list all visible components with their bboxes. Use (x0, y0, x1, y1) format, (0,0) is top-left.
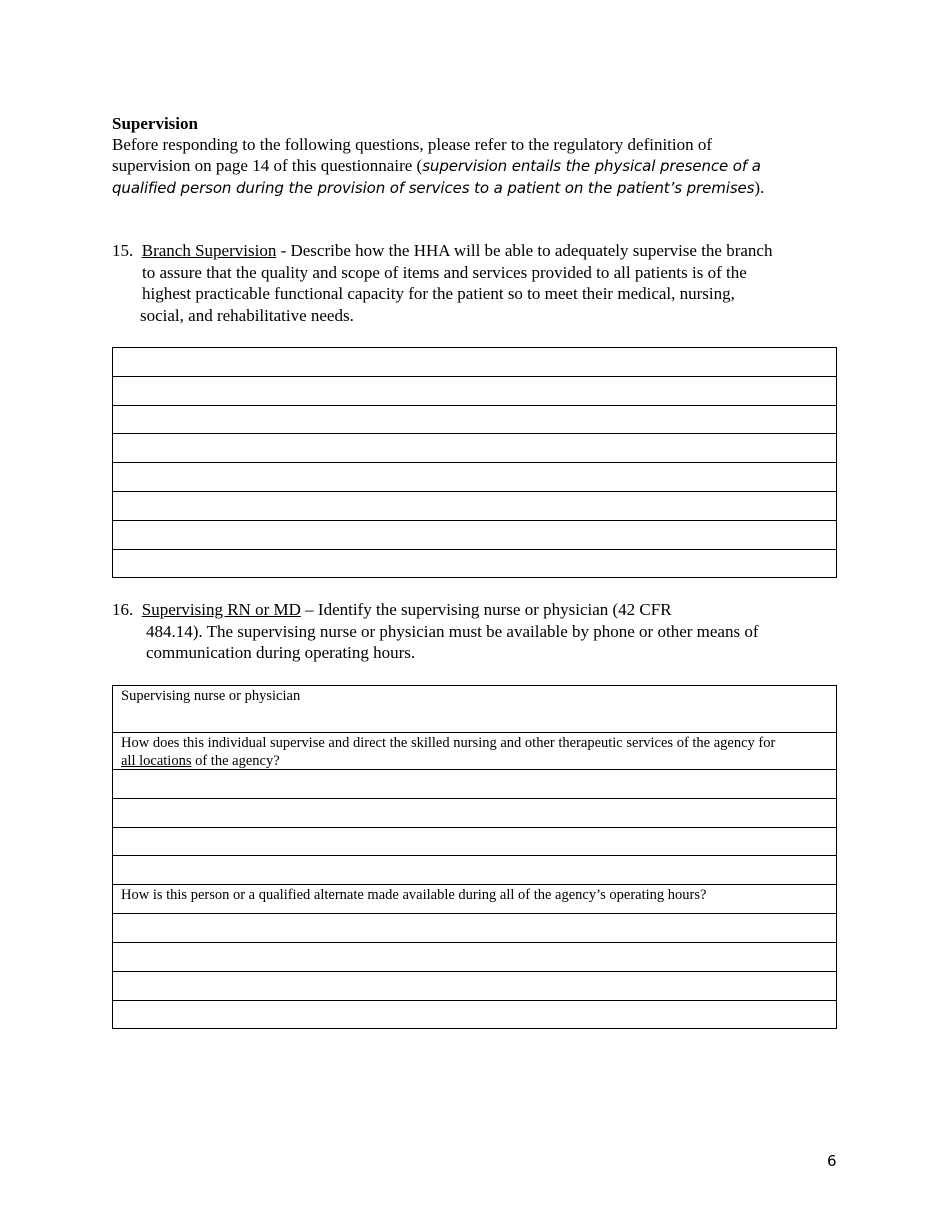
answer-row[interactable] (113, 492, 836, 521)
answer-row[interactable] (113, 377, 836, 406)
question-16-line-1 (112, 599, 759, 621)
answer-table-15 (112, 347, 837, 578)
question-15-line-3: highest practicable functional capacity for the patient so to meet their medical, nursing, (142, 284, 735, 303)
intro-line-2-prefix: supervision on page 14 of this questionnaire ( (112, 156, 423, 175)
intro-line-3-suffix: ). (754, 178, 765, 197)
intro-line-1: Before responding to the following questions, please refer to the regulatory definition of (112, 135, 713, 154)
question-15 (112, 240, 772, 326)
definition-part-1: supervision entails the physical presence of a (422, 157, 761, 175)
answer-row[interactable] (113, 550, 836, 579)
answer-row[interactable] (113, 348, 836, 377)
question-15-line-1 (112, 240, 772, 262)
answer-row[interactable] (113, 434, 836, 463)
answer-row[interactable] (113, 972, 836, 1001)
answer-row[interactable] (113, 799, 836, 828)
answer-row[interactable] (113, 856, 836, 885)
question-16-number: 16. (112, 600, 134, 619)
supervision-intro (112, 113, 812, 199)
supervision-method-label: How does this individual supervise and direct the skilled nursing and other therapeutic services of the agency for (121, 735, 776, 751)
answer-row[interactable] (113, 914, 836, 943)
answer-row[interactable] (113, 521, 836, 550)
section-heading: Supervision (112, 114, 198, 133)
question-16-line-3: communication during operating hours. (146, 643, 416, 662)
answer-table-16 (112, 685, 837, 1029)
answer-row[interactable] (113, 828, 836, 857)
question-15-line-2: to assure that the quality and scope of items and services provided to all patients is of the (142, 262, 747, 282)
question-16-line-1-rest: – Identify the supervising nurse or physician (42 CFR (300, 600, 672, 619)
answer-row[interactable] (113, 943, 836, 972)
answer-row[interactable] (113, 463, 836, 492)
all-locations-text: all locations (121, 753, 192, 769)
supervision-method-label-row (113, 733, 836, 770)
question-16 (112, 599, 759, 664)
supervisor-name-field[interactable] (113, 686, 836, 733)
question-15-title: Branch Supervision (141, 241, 277, 260)
definition-part-2: qualified person during the provision of services to a patient on the patient’s premises (112, 179, 755, 197)
answer-row[interactable] (113, 406, 836, 435)
supervision-method-label-end: of the agency? (191, 753, 280, 769)
question-15-number: 15. (112, 241, 134, 260)
supervisor-name-label: Supervising nurse or physician (121, 688, 301, 704)
page-number: 6 (827, 1152, 837, 1170)
answer-row[interactable] (113, 1001, 836, 1030)
answer-row[interactable] (113, 770, 836, 799)
question-15-line-4: social, and rehabilitative needs. (140, 305, 354, 325)
question-16-line-2: 484.14). The supervising nurse or physician must be available by phone or other means of (146, 621, 759, 641)
question-15-line-1-rest: - Describe how the HHA will be able to adequately supervise the branch (276, 241, 773, 260)
availability-label: How is this person or a qualified alternate made available during all of the agency’s operating hours? (121, 887, 707, 904)
availability-label-row (113, 885, 836, 914)
question-16-title: Supervising RN or MD (141, 600, 301, 619)
